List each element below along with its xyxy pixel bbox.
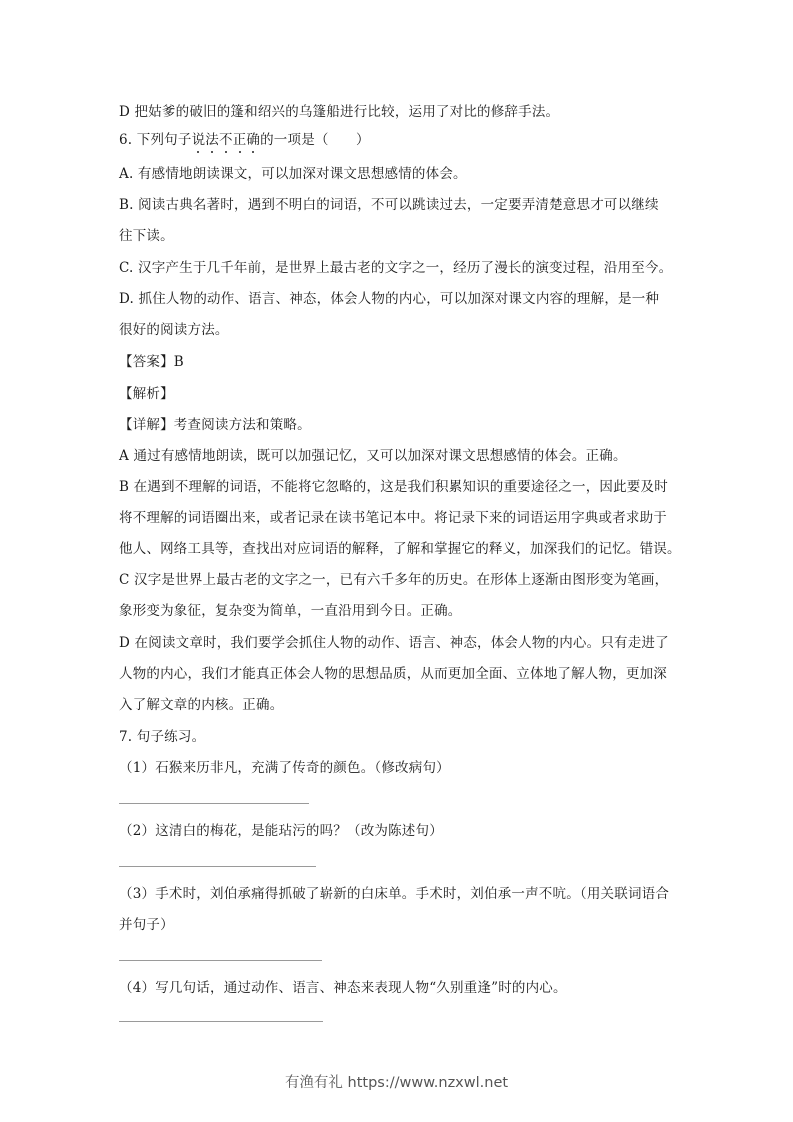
detail-label: 【详解】考查阅读方法和策略。 [119,417,311,433]
stem-text: 下列句子 [136,132,192,148]
option-b-line-1: B. 阅读古典名著时，遇到不明白的词语，不可以跳读过去，一定要弄清楚意思才可以继续 [119,197,659,213]
explanation-d-line-1: D 在阅读文章时，我们要学会抓住人物的动作、语言、神态，体会人物的内心。只有走进了 [119,635,669,651]
option-c: C. 汉字产生于几千年前，是世界上最古老的文字之一，经历了漫长的演变过程，沿用至今。 [119,260,673,276]
option-d-line-2: 很好的阅读方法。 [119,322,229,338]
q7-item-3-line-2: 并句子） [119,917,174,933]
footer-watermark: 有渔有礼 https://www.nzxwl.net [284,1075,509,1091]
answer-blank-4[interactable] [119,1021,323,1022]
answer-label: 【答案】B [119,354,184,370]
option-d-line-1: D. 抓住人物的动作、语言、神态，体会人物的内心，可以加深对课文内容的理解，是一种 [119,291,660,307]
q7-item-4: （4）写几句话，通过动作、语言、神态来表现人物“久别重逢”时的内心。 [119,980,567,996]
question-number: 6. [119,132,137,148]
answer-blank-2[interactable] [119,866,316,867]
emphasis-char: 确 [246,132,261,148]
question-6-stem [119,131,691,149]
emphasis-char: 正 [232,132,247,148]
explanation-a: A 通过有感情地朗读，既可以加强记忆，又可以加深对课文思想感情的体会。正确。 [119,448,627,464]
previous-option-d: D 把姑爹的破旧的篷和绍兴的乌篷船进行比较，运用了对比的修辞手法。 [119,104,560,120]
answer-blank-1[interactable] [119,803,309,804]
q7-item-2: （2）这清白的梅花，是能玷污的吗？（改为陈述句） [119,823,443,839]
explanation-d-line-3: 入了解文章的内核。正确。 [119,697,284,713]
stem-text: 的一项是（ ） [260,132,370,148]
emphasis-char: 不 [219,132,233,148]
explanation-c-line-2: 象形变为象征，复杂变为简单，一直沿用到今日。正确。 [119,603,462,619]
answer-blank-3[interactable] [119,960,322,961]
option-b-line-2: 往下读。 [119,228,174,244]
q7-item-1: （1）石猴来历非凡，充满了传奇的颜色。（修改病句） [119,760,450,776]
explanation-b-line-3: 他人、网络工具等，查找出对应词语的解释，了解和掌握它的释义，加深我们的记忆。错误。 [119,541,681,557]
option-a: A. 有感情地朗读课文，可以加深对课文思想感情的体会。 [119,166,467,182]
question-7-title: 7. 句子练习。 [119,729,206,745]
emphasis-char: 说 [191,132,206,148]
explanation-c-line-1: C 汉字是世界上最古老的文字之一，已有六千多年的历史。在形体上逐渐由图形变为笔画， [119,572,669,588]
analysis-label: 【解析】 [119,386,174,402]
explanation-d-line-2: 人物的内心，我们才能真正体会人物的思想品质，从而更加全面、立体地了解人物，更加深 [119,666,667,682]
explanation-b-line-2: 将不理解的词语圈出来，或者记录在读书笔记本中。将记录下来的词语运用字典或者求助于 [119,510,667,526]
explanation-b-line-1: B 在遇到不理解的词语，不能将它忽略的，这是我们积累知识的重要途径之一，因此要及时 [119,479,668,495]
emphasis-char: 法 [205,132,219,148]
q7-item-3-line-1: （3）手术时，刘伯承痛得抓破了崭新的白床单。手术时，刘伯承一声不吭。（用关联词语合 [119,886,670,902]
